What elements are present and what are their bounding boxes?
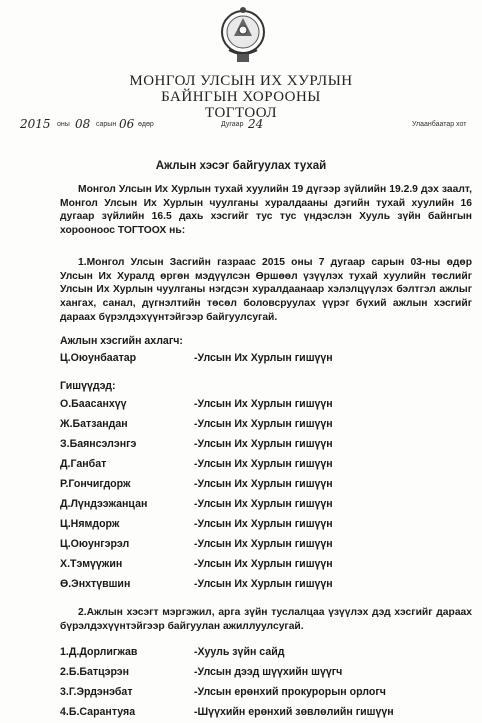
member-role: -Улсын Их Хурлын гишүүн xyxy=(194,418,333,430)
subgroup-role: -Шүүхийн ерөнхий зөвлөлийн гишүүн xyxy=(194,706,394,718)
header-line-2: БАЙНГЫН ХОРООНЫ xyxy=(161,89,321,105)
member-role: -Улсын Их Хурлын гишүүн xyxy=(194,458,333,470)
paragraph-2: 2.Ажлын хэсэгт мэргэжил, арга зүйн туслалцаа үзүүлэх дэд хэсгийг дараах бүрэлдэхүүнтэйгээр байгуулан ажиллуулсугай. xyxy=(60,607,472,632)
leader-heading: Ажлын хэсгийн ахлагч: xyxy=(60,335,183,347)
subgroup-role: -Хууль зүйн сайд xyxy=(194,646,285,658)
member-role: -Улсын Их Хурлын гишүүн xyxy=(194,498,333,510)
member-name: Р.Гончигдорж xyxy=(60,478,131,490)
member-name: О.Баасанхүү xyxy=(60,398,127,410)
member-role: -Улсын Их Хурлын гишүүн xyxy=(194,538,333,550)
member-row xyxy=(60,418,480,432)
leader-name: Ц.Оюунбаатар xyxy=(60,352,137,364)
subgroup-row xyxy=(60,706,480,720)
paragraph-1: 1.Монгол Улсын Засгийн газраас 2015 оны 7 дугаар сарын 03-ны өдөр Улсын Их Хуралд өргөн мэдүүлсэн Өршөөл үзүүлэх тухай хуулийн төслийг Улсын Их Хурлын чуулганы нэгдсэн хуралдаанаар хэлэлцүүлэх бэлтгэл ажлыг хангах, санал, дүгнэлтийн төсөл боловсруулах үүрэг бүхий ажлын хэсгийг дараах бүрэлдэхүүнтэйгээр байгуулсугай. xyxy=(60,257,472,323)
member-role: -Улсын Их Хурлын гишүүн xyxy=(194,478,333,490)
member-name: З.Баянсэлэнгэ xyxy=(60,438,137,450)
date-day: 06 xyxy=(119,117,135,131)
member-row xyxy=(60,538,480,552)
member-name: Ж.Батзандан xyxy=(60,418,128,430)
header-line-1: МОНГОЛ УЛСЫН ИХ ХУРЛЫН xyxy=(129,73,353,89)
subgroup-name: 3.Г.Эрдэнэбат xyxy=(60,686,133,698)
member-row xyxy=(60,458,480,472)
subgroup-role: -Улсын дээд шүүхийн шүүгч xyxy=(194,666,343,678)
leader-row xyxy=(60,352,480,366)
members-heading: Гишүүдэд: xyxy=(60,380,116,392)
state-emblem-icon xyxy=(219,6,267,68)
number-label: Дугаар xyxy=(221,121,244,128)
subgroup-name: 4.Б.Сарантуяа xyxy=(60,706,136,718)
member-role: -Улсын Их Хурлын гишүүн xyxy=(194,558,333,570)
city-label: Улаанбаатар хот xyxy=(412,121,467,128)
subgroup-role: -Улсын ерөнхий прокурорын орлогч xyxy=(194,686,386,698)
subgroup-name: 1.Д.Дорлигжав xyxy=(60,646,138,658)
date-month-suffix: сарын xyxy=(96,121,117,128)
member-role: -Улсын Их Хурлын гишүүн xyxy=(194,578,333,590)
document-title: Ажлын хэсэг байгуулах тухай xyxy=(155,160,327,172)
member-role: -Улсын Их Хурлын гишүүн xyxy=(194,398,333,410)
member-role: -Улсын Их Хурлын гишүүн xyxy=(194,518,333,530)
member-name: Ц.Оюунгэрэл xyxy=(60,538,130,550)
date-month: 08 xyxy=(75,117,91,131)
member-row xyxy=(60,498,480,512)
header-line-3: ТОГТООЛ xyxy=(204,105,278,121)
member-row xyxy=(60,578,480,592)
member-name: Д.Ганбат xyxy=(60,458,107,470)
date-day-suffix: өдөр xyxy=(138,121,154,128)
member-row xyxy=(60,438,480,452)
date-year-suffix: оны xyxy=(57,121,70,128)
member-name: Ц.Нямдорж xyxy=(60,518,120,530)
intro-paragraph: Монгол Улсын Их Хурлын тухай хуулийн 19 дүгээр зүйлийн 19.2.9 дэх заалт, Монгол Улсын Их Хурлын чуулганы хуралдааны дэгийн тухай хуулийн 16 дугаар зүйлийн 16.5 дахь хэсгийг тус тус үндэслэн Хууль зүйн байнгын хорооноос ТОГТООХ нь: xyxy=(60,184,472,237)
date-year: 2015 xyxy=(20,117,51,131)
member-row xyxy=(60,518,480,532)
member-name: Ө.Энхтүвшин xyxy=(60,578,131,590)
member-name: Х.Тэмүүжин xyxy=(60,558,123,570)
member-row xyxy=(60,478,480,492)
leader-role: -Улсын Их Хурлын гишүүн xyxy=(194,352,333,364)
member-row xyxy=(60,558,480,572)
subgroup-row xyxy=(60,646,480,660)
member-row xyxy=(60,398,480,412)
member-name: Д.Лүндээжанцан xyxy=(60,498,148,510)
document-number: 24 xyxy=(248,117,264,131)
subgroup-name: 2.Б.Батцэрэн xyxy=(60,666,130,678)
member-role: -Улсын Их Хурлын гишүүн xyxy=(194,438,333,450)
subgroup-row xyxy=(60,686,480,700)
subgroup-row xyxy=(60,666,480,680)
